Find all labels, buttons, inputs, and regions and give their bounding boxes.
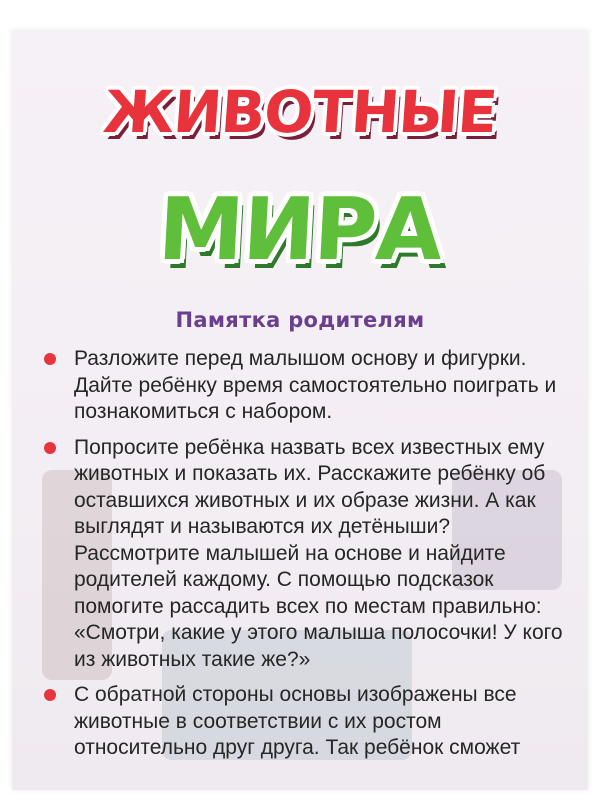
bullet-item: [34, 435, 574, 674]
subtitle: Памятка родителям: [175, 308, 425, 332]
bullet-list: [34, 346, 574, 771]
bullet-text: Разложите перед малышом основу и фигурки. Дайте ребёнку время самостоятельно поиграть и познакомиться с набором.: [74, 347, 557, 423]
bullet-item: [34, 346, 574, 426]
title-line-2: МИРА: [155, 180, 445, 280]
bullet-item: [34, 682, 574, 762]
bullet-dot-icon: [44, 689, 56, 701]
bullet-dot-icon: [44, 353, 56, 365]
bullet-text: Попросите ребёнка назвать всех известных ему животных и показать их. Расскажите ребёнку об оставшихся животных и их образе жизни. А как выглядят и называются их детёныши? Рассмотрите малышей на основе и найдите родителей каждому. С помощью подсказок помогите рассадить всех по местам правильно: «Смотри, какие у этого малыша полосочки! У кого из животных такие же?»: [74, 435, 563, 671]
bullet-text: С обратной стороны основы изображены все животные в соответствии с их ростом относительно друг друга. Так ребёнок сможет: [74, 683, 521, 759]
page-sheet: [12, 30, 588, 790]
title-line-1: ЖИВОТНЫЕ: [101, 78, 499, 146]
bullet-dot-icon: [44, 442, 56, 454]
